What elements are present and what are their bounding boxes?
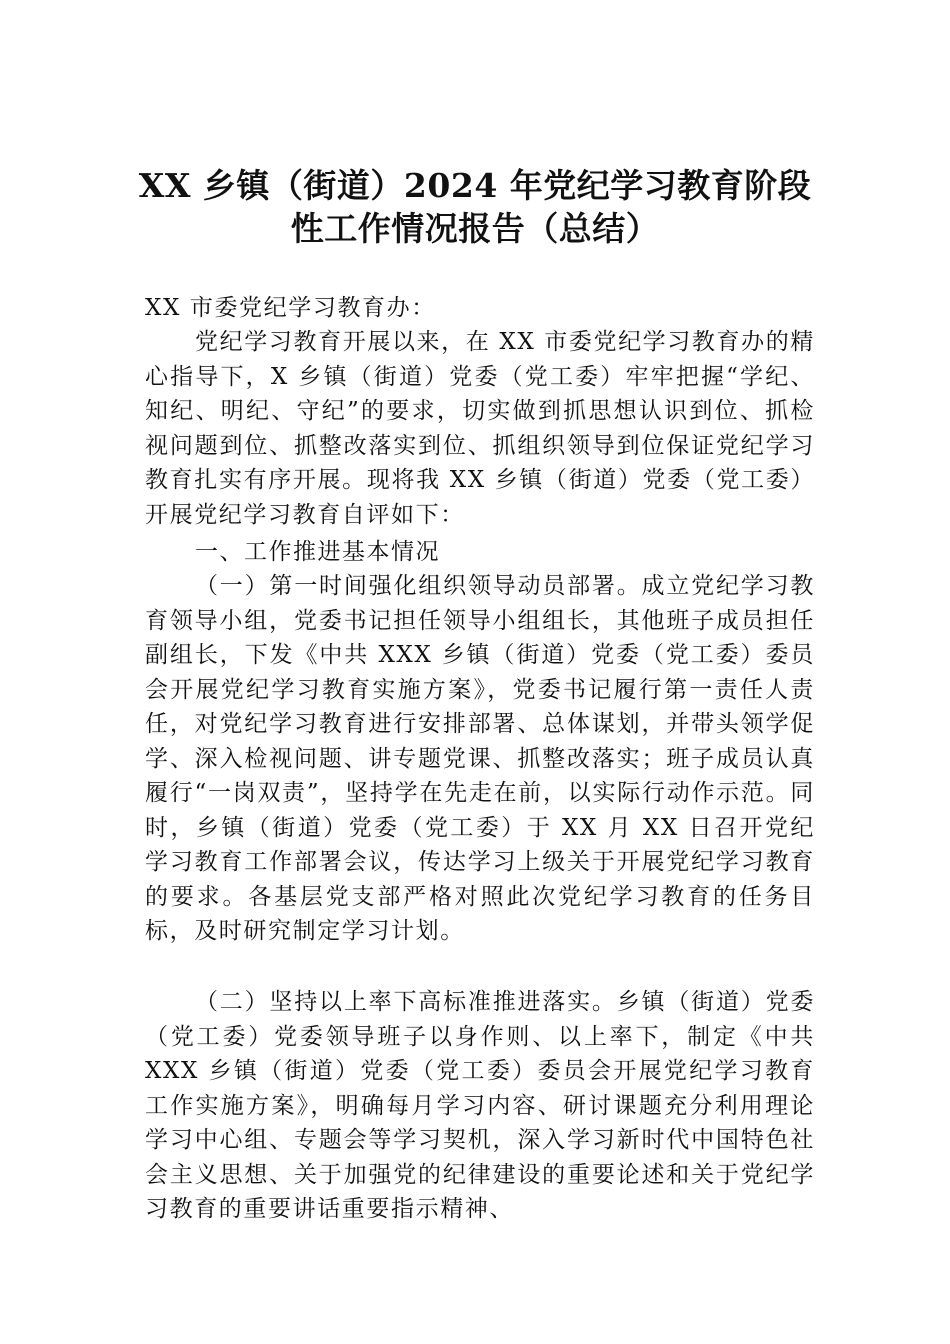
salutation — [145, 291, 815, 326]
intro-paragraph-text: 党纪学习教育开展以来，在 XX 市委党纪学习教育办的精心指导下，X 乡镇（街道）党委（党工委）牢牢把握“学纪、知纪、明纪、守纪”的要求，切实做到抓思想认识到位、抓检视问题到位、抓整改落实到位、抓组织领导到位保证党纪学习教育扎实有序开展。现将我 XX 乡镇（街道）党委（党工委）开展党纪学习教育自评如下： — [145, 329, 815, 528]
section-item-2-text: （二）坚持以上率下高标准推进落实。乡镇（街道）党委（党工委）党委领导班子以身作则、以上率下，制定《中共 XXX 乡镇（街道）党委（党工委）委员会开展党纪学习教育工作实施方案》，明确每月学习内容、研讨课题充分利用理论学习中心组、专题会等学习契机，深入学习新时代中国特色社会主义思想、关于加强党的纪律建设的重要论述和关于党纪学习教育的重要讲话重要指示精神、 — [145, 989, 815, 1222]
section-item-2 — [145, 985, 815, 1227]
intro-paragraph — [145, 325, 815, 532]
section-heading — [145, 535, 815, 570]
section-heading-text: 一、工作推进基本情况 — [195, 539, 440, 565]
section-item-1 — [145, 569, 815, 949]
document-title-line-2: 性工作情况报告（总结） — [290, 209, 660, 248]
section-item-1-text: （一）第一时间强化组织领导动员部署。成立党纪学习教育领导小组，党委书记担任领导小组组长，其他班子成员担任副组长，下发《中共 XXX 乡镇（街道）党委（党工委）委员会开展党纪学习教育实施方案》，党委书记履行第一责任人责任，对党纪学习教育进行安排部署、总体谋划，并带头领学促学、深入检视问题、讲专题党课、抓整改落实；班子成员认真履行“一岗双责”，坚持学在先走在前，以实际行动作示范。同时，乡镇（街道）党委（党工委）于 XX 月 XX 日召开党纪学习教育工作部署会议，传达学习上级关于开展党纪学习教育的要求。各基层党支部严格对照此次党纪学习教育的任务目标，及时研究制定学习计划。 — [145, 573, 815, 944]
document-title-line-1: XX 乡镇（街道）2024 年党纪学习教育阶段 — [138, 166, 812, 205]
salutation-text: XX 市委党纪学习教育办： — [145, 295, 436, 321]
